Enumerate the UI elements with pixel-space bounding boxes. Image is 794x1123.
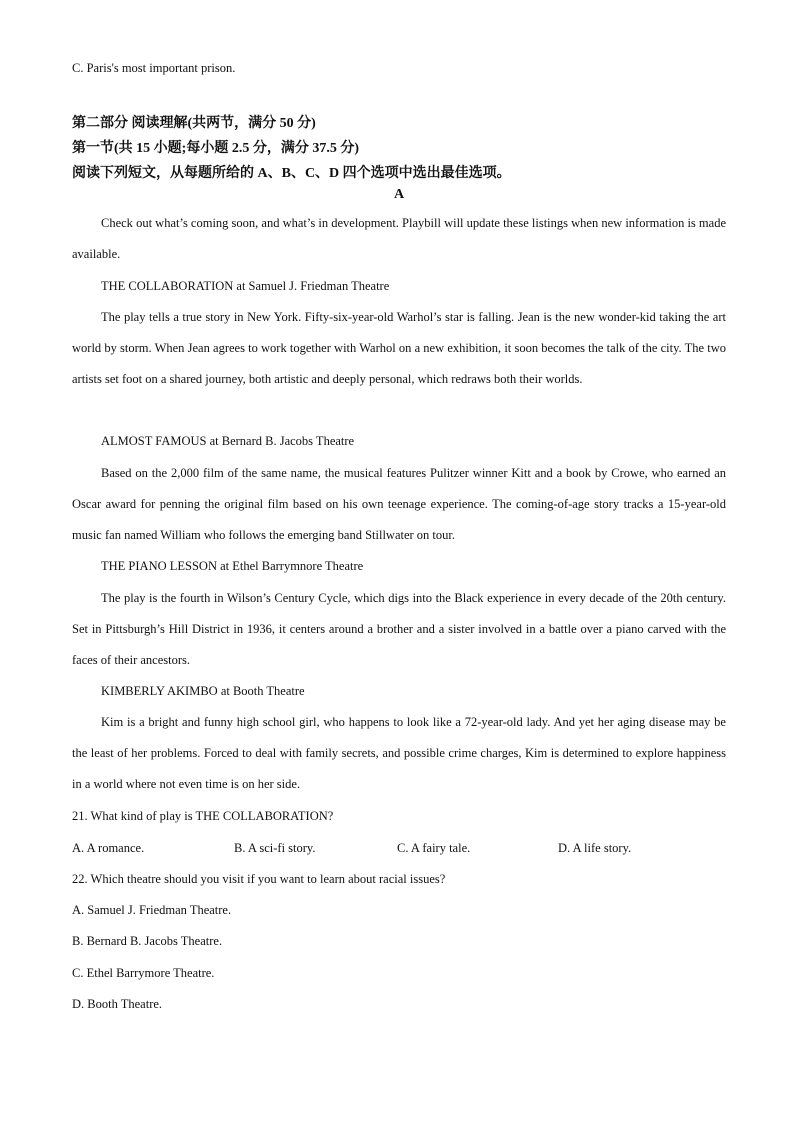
play-description: Kim is a bright and funny high school girl, who happens to look like a 72-year-old lady. And yet her aging disease may be the least of her problems. Forced to deal with family secrets, and possible crime charges, Kim is determined to explore happiness in a world where not even time is on her side. [72, 715, 726, 792]
play-title: THE PIANO LESSON at Ethel Barrymnore Theatre [101, 559, 364, 573]
section-heading: 第二部分 阅读理解(共两节，满分 50 分) [72, 116, 316, 131]
instruction: 阅读下列短文，从每题所给的 A、B、C、D 四个选项中选出最佳选项。 [72, 166, 511, 181]
play-title: KIMBERLY AKIMBO at Booth Theatre [101, 684, 305, 698]
answer-option[interactable]: D. A life story. [558, 841, 632, 855]
answer-option[interactable]: C. A fairy tale. [397, 841, 471, 855]
play-description: Based on the 2,000 film of the same name, the musical features Pulitzer winner Kitt and a book by Crowe, who earned an Oscar award for penning the original film based on his own teenage experience. The coming-of-age story tracks a 15-year-old music fan named William who follows the emerging band Stillwater on tour. [72, 466, 726, 543]
answer-option[interactable]: A. Samuel J. Friedman Theatre. [72, 903, 232, 917]
answer-option[interactable]: B. Bernard B. Jacobs Theatre. [72, 934, 223, 948]
answer-option[interactable]: B. A sci-fi story. [234, 841, 316, 855]
play-title: ALMOST FAMOUS at Bernard B. Jacobs Theatre [101, 434, 355, 448]
play-description: The play is the fourth in Wilson’s Century Cycle, which digs into the Black experience in every decade of the 20th century. Set in Pittsburgh’s Hill District in 1936, it centers around a brother and a sister involved in a battle over a piano carved with the faces of their ancestors. [72, 591, 726, 668]
play-description: The play tells a true story in New York. Fifty-six-year-old Warhol’s star is falling. Jean is the new wonder-kid taking the art world by storm. When Jean agrees to work together with Warhol on a new exhibition, it soon becomes the talk of the city. The two artists set foot on a shared journey, both artistic and deeply personal, which redraws both their worlds. [72, 310, 726, 387]
passage-label: A [393, 187, 405, 202]
subsection-heading: 第一节(共 15 小题;每小题 2.5 分，满分 37.5 分) [72, 141, 359, 156]
question-stem: 21. What kind of play is THE COLLABORATION? [72, 809, 334, 823]
previous-question-option: C. Paris's most important prison. [72, 61, 236, 75]
intro-paragraph: Check out what’s coming soon, and what’s in development. Playbill will update these listings when new information is made available. [72, 216, 726, 262]
answer-option[interactable]: D. Booth Theatre. [72, 997, 163, 1011]
question-stem: 22. Which theatre should you visit if you want to learn about racial issues? [72, 872, 446, 886]
answer-option[interactable]: C. Ethel Barrymore Theatre. [72, 966, 215, 980]
answer-option[interactable]: A. A romance. [72, 841, 145, 855]
play-title: THE COLLABORATION at Samuel J. Friedman Theatre [101, 279, 390, 293]
